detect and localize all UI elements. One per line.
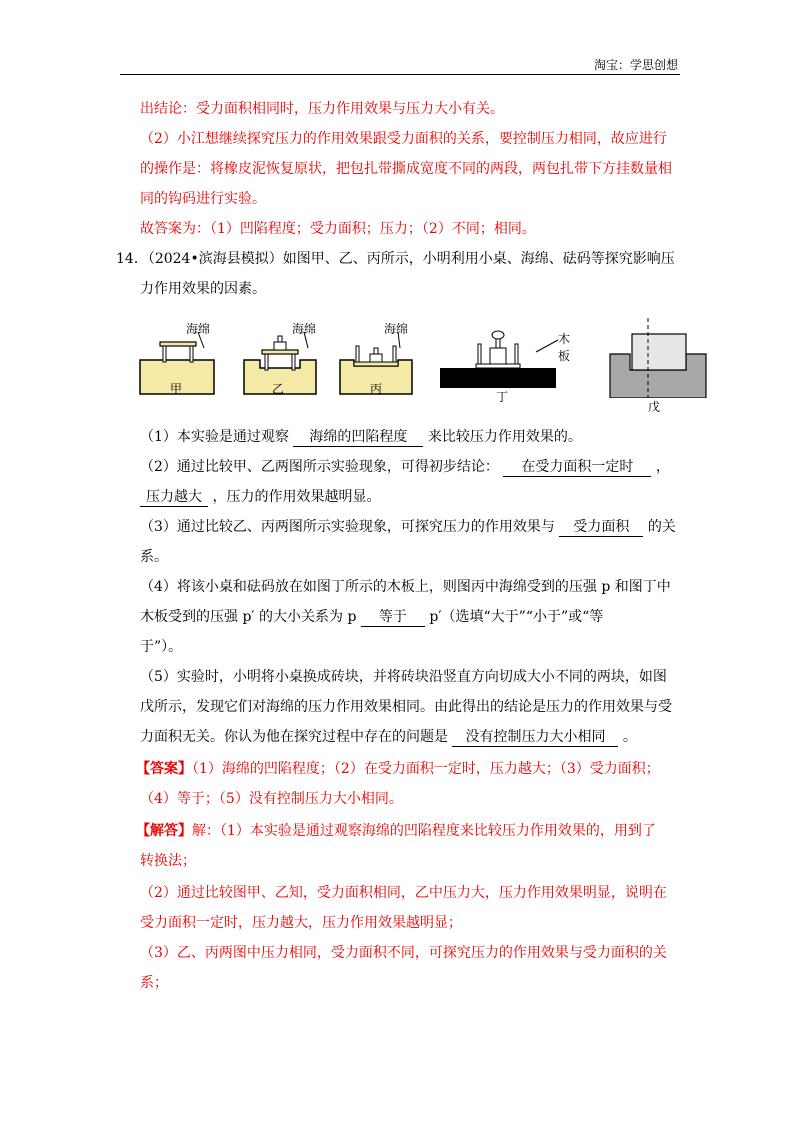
solution-line-2: 转换法； — [140, 853, 196, 869]
q2-suffix: ，压力的作用效果越明显。 — [212, 489, 381, 505]
intro-line-4: 同的钩码进行实验。 — [140, 191, 266, 207]
header-brand: 淘宝：学思创想 — [593, 58, 678, 72]
answer-line-2: （4）等于；（5）没有控制压力大小相同。 — [140, 791, 403, 807]
solution-line-6: 系； — [140, 975, 168, 991]
q5-line-3 — [140, 728, 637, 747]
q3-suffix: 的关 — [647, 519, 676, 535]
figure-yi — [242, 318, 322, 398]
q2-prefix: （2）通过比较甲、乙两图所示实验现象，可得初步结论： — [140, 459, 499, 475]
solution-line-1 — [136, 822, 656, 840]
q3-prefix: （3）通过比较乙、丙两图所示实验现象，可探究压力的作用效果与 — [140, 519, 555, 535]
intro-answer-line: 故答案为：（1）凹陷程度；受力面积；压力；（2）不同；相同。 — [140, 221, 536, 237]
question-title-cont: 力作用效果的因素。 — [140, 281, 266, 297]
q2-line-2 — [140, 488, 380, 507]
figure-wu-drawing — [608, 318, 708, 398]
page-header — [120, 56, 680, 75]
q5-prefix: 力面积无关。你认为他在探究过程中存在的问题是 — [140, 729, 448, 745]
solution-line-5: （3）乙、丙两图中压力相同，受力面积不同，可探究压力的作用效果与受力面积的关 — [140, 945, 667, 961]
answer-tag: 【答案】 — [136, 761, 192, 777]
q4-line-1: （4）将该小桌和砝码放在如图丁所示的木板上，则图丙中海绵受到的压强 p 和图丁中 — [140, 579, 671, 595]
solution-text-1: 解：（1）本实验是通过观察海绵的凹陷程度来比较压力作用效果的，用到了 — [192, 823, 656, 839]
solution-line-4: 受力面积一定时，压力越大，压力作用效果越明显； — [140, 915, 462, 931]
figure-bing — [338, 318, 418, 398]
q3-line-1 — [140, 518, 676, 537]
q3-line-2: 系。 — [140, 549, 168, 565]
answer-line-1 — [136, 760, 660, 778]
q2-answer-blank-2: 压力越大 — [140, 488, 208, 507]
q5-line-1: （5）实验时，小明将小桌换成砖块，并将砖块沿竖直方向切成大小不同的两块，如图 — [140, 669, 667, 685]
caption-bing: 丙 — [370, 382, 383, 396]
q5-line-2: 戊所示，发现它们对海绵的压力作用效果相同。由此得出的结论是压力的作用效果与受 — [140, 699, 672, 715]
figure-ding-drawing — [440, 318, 570, 398]
figure-jia — [138, 318, 218, 398]
figure-wu — [608, 318, 708, 414]
sponge-label-yi: 海绵 — [292, 322, 317, 336]
caption-ding: 丁 — [496, 390, 509, 404]
q2-answer-blank-1: 在受力面积一定时 — [503, 458, 651, 477]
q2-comma: ， — [655, 459, 670, 475]
intro-line-3: 的操作是：将橡皮泥恢复原状，把包扎带撕成宽度不同的两段，两包扎带下方挂数量相 — [140, 161, 672, 177]
q5-suffix: 。 — [622, 729, 637, 745]
q1-answer-blank: 海绵的凹陷程度 — [293, 428, 423, 447]
q2-line-1 — [140, 458, 670, 477]
q1-suffix: 来比较压力作用效果的。 — [427, 429, 582, 445]
q1-prefix: （1）本实验是通过观察 — [140, 429, 289, 445]
caption-yi: 乙 — [272, 382, 285, 396]
q1-line — [140, 428, 582, 447]
question-title: 14．（2024•滨海县模拟）如图甲、乙、丙所示，小明利用小桌、海绵、砝码等探究影响压 — [116, 251, 675, 267]
figure-ding — [440, 318, 571, 404]
intro-line-2: （2）小江想继续探究压力的作用效果跟受力面积的关系，要控制压力相同，故应进行 — [140, 131, 667, 147]
q4-suffix: p′（选填“大于”“小于”或“等 — [429, 609, 604, 625]
q5-answer-blank: 没有控制压力大小相同 — [452, 728, 618, 747]
solution-tag: 【解答】 — [136, 823, 192, 839]
q3-answer-blank: 受力面积 — [559, 518, 643, 537]
q4-answer-blank: 等于 — [361, 608, 425, 627]
answer-text-1: （1）海绵的凹陷程度；（2）在受力面积一定时，压力越大；（3）受力面积； — [192, 761, 660, 777]
sponge-label-bing: 海绵 — [384, 322, 409, 336]
q4-line-3: 于”）。 — [140, 639, 183, 655]
experiment-figures — [138, 318, 713, 414]
caption-wu: 戊 — [648, 400, 661, 414]
solution-line-3: （2）通过比较图甲、乙知，受力面积相同，乙中压力大，压力作用效果明显，说明在 — [140, 885, 667, 901]
q4-prefix: 木板受到的压强 p′ 的大小关系为 p — [140, 609, 357, 625]
intro-line-1: 出结论：受力面积相同时，压力作用效果与压力大小有关。 — [140, 101, 504, 117]
sponge-label-jia: 海绵 — [186, 322, 211, 336]
board-label: 木板 — [558, 332, 571, 363]
q4-line-2 — [140, 608, 603, 627]
caption-jia: 甲 — [170, 382, 183, 396]
